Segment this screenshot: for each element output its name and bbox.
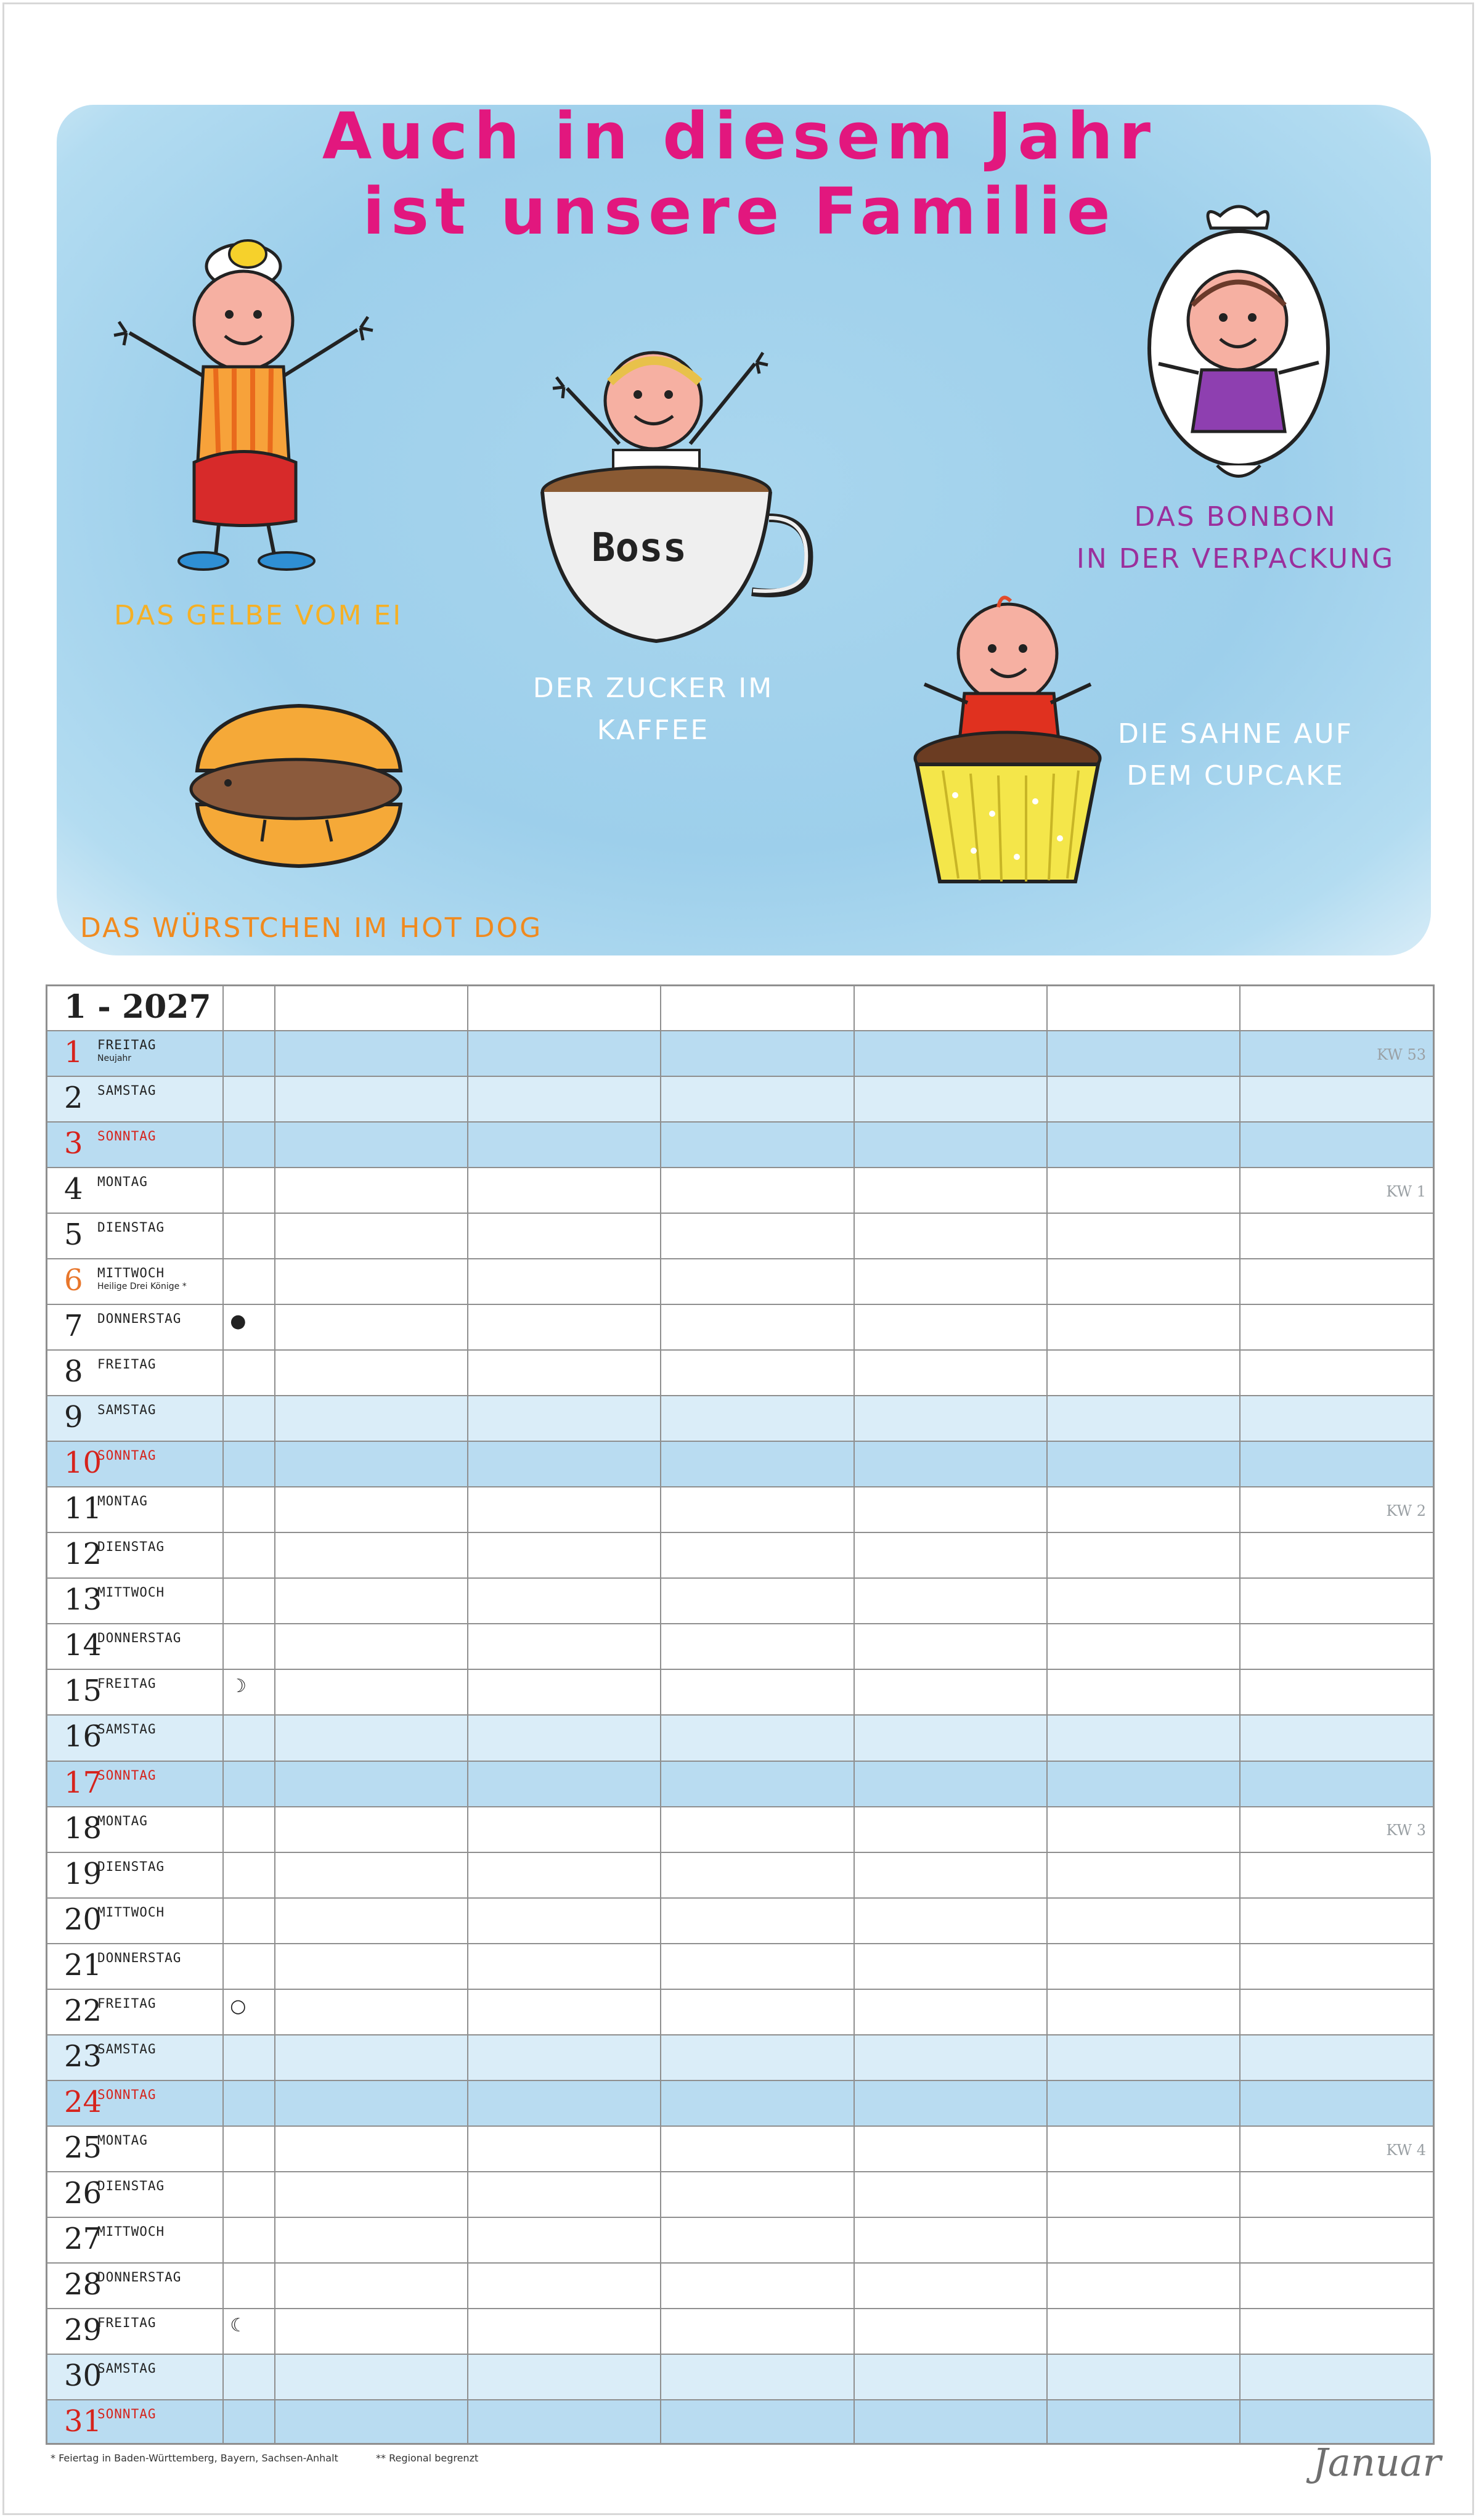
day-number: 29 — [64, 2312, 102, 2347]
day-number: 13 — [64, 1582, 102, 1618]
weekday-name: DONNERSTAG — [97, 1950, 182, 1965]
day-number: 19 — [64, 1856, 102, 1891]
weekday-name: SONNTAG — [97, 1767, 157, 1783]
coffee-cup-figure-illustration — [536, 333, 813, 666]
day-number: 26 — [64, 2175, 102, 2211]
row-divider — [46, 1213, 1435, 1214]
row-divider — [46, 1258, 1435, 1259]
row-divider — [46, 2308, 1435, 2309]
row-divider — [46, 2217, 1435, 2218]
weekday-name: MONTAG — [97, 1813, 148, 1828]
weekday-name: MONTAG — [97, 1174, 148, 1190]
row-divider — [46, 1121, 1435, 1123]
weekday-name: DONNERSTAG — [97, 1311, 182, 1327]
row-divider — [46, 1989, 1435, 1990]
weekday-name: MITTWOCH — [97, 1585, 165, 1600]
day-number: 16 — [64, 1719, 102, 1754]
day-number: 25 — [64, 2130, 102, 2165]
bonbon-figure-illustration — [1140, 197, 1337, 493]
day-number: 12 — [64, 1537, 102, 1572]
day-number: 7 — [64, 1309, 83, 1344]
caption-bonbon — [1069, 496, 1402, 580]
calendar-week-label: KW 53 — [1377, 1045, 1427, 1063]
row-divider — [46, 2034, 1435, 2035]
row-divider — [46, 1577, 1435, 1579]
row-divider — [46, 1304, 1435, 1305]
caption-cupcake-line-2: DEM CUPCAKE — [1127, 760, 1345, 792]
caption-cupcake — [1097, 713, 1374, 797]
day-number: 30 — [64, 2358, 102, 2393]
row-divider — [46, 1076, 1435, 1077]
row-divider — [46, 1714, 1435, 1716]
weekday-name: MITTWOCH — [97, 1266, 165, 1281]
day-number: 8 — [64, 1354, 83, 1389]
day-number: 28 — [64, 2267, 102, 2302]
calendar-week-label: KW 1 — [1386, 1183, 1427, 1200]
calendar-table — [46, 984, 1435, 2445]
footnote-holiday: * Feiertag in Baden-Württemberg, Bayern, Sachsen-Anhalt — [51, 2452, 338, 2464]
day-number: 1 — [64, 1035, 83, 1070]
weekday-name: SONNTAG — [97, 1129, 157, 1144]
footnote-regional: ** Regional begrenzt — [376, 2452, 479, 2464]
cupcake-figure-illustration — [906, 592, 1109, 900]
row-divider — [46, 2262, 1435, 2264]
moon-phase-icon: ● — [230, 1311, 246, 1333]
weekday-name: DONNERSTAG — [97, 2269, 182, 2285]
weekday-name: SAMSTAG — [97, 1083, 157, 1098]
day-number: 5 — [64, 1217, 83, 1253]
weekday-name: SONNTAG — [97, 1448, 157, 1463]
day-number: 31 — [64, 2403, 102, 2439]
row-divider — [46, 1761, 1435, 1762]
day-number: 9 — [64, 1400, 83, 1435]
row-divider — [46, 2354, 1435, 2355]
row-divider — [46, 1806, 1435, 1807]
day-number: 15 — [64, 1674, 102, 1709]
hotdog-illustration — [185, 697, 413, 875]
caption-bonbon-line-1: DAS BONBON — [1134, 501, 1337, 533]
caption-bonbon-line-2: IN DER VERPACKUNG — [1076, 543, 1395, 575]
day-number: 3 — [64, 1126, 83, 1161]
row-divider — [46, 1852, 1435, 1853]
weekday-name: SONNTAG — [97, 2087, 157, 2102]
day-number: 22 — [64, 1993, 102, 2028]
caption-egg: DAS GELBE VOM EI — [114, 600, 403, 631]
moon-phase-icon: ☽ — [230, 1675, 247, 1698]
day-number: 11 — [64, 1491, 102, 1526]
calendar-month-year: 1 - 2027 — [46, 984, 224, 1030]
moon-phase-icon: ☾ — [230, 2314, 247, 2336]
row-divider — [46, 1897, 1435, 1899]
day-number: 2 — [64, 1081, 83, 1116]
row-divider — [46, 1943, 1435, 1944]
row-divider — [46, 1167, 1435, 1168]
caption-coffee — [524, 668, 783, 751]
month-signature: Januar — [1313, 2440, 1441, 2485]
weekday-name: DIENSTAG — [97, 1220, 165, 1235]
row-divider — [46, 1669, 1435, 1670]
day-number: 23 — [64, 2039, 102, 2074]
calendar-week-label: KW 2 — [1386, 1502, 1427, 1520]
weekday-name: DONNERSTAG — [97, 1630, 182, 1646]
day-number: 10 — [64, 1446, 102, 1481]
weekday-name: MITTWOCH — [97, 1904, 165, 1920]
day-number: 17 — [64, 1765, 102, 1800]
row-divider — [46, 1623, 1435, 1624]
caption-hotdog: DAS WÜRSTCHEN IM HOT DOG — [80, 912, 543, 944]
weekday-name: SAMSTAG — [97, 2360, 157, 2376]
weekday-name: FREITAG — [97, 2315, 157, 2330]
day-number: 14 — [64, 1628, 102, 1663]
row-divider — [46, 1532, 1435, 1533]
day-number: 4 — [64, 1172, 83, 1207]
weekday-name: SAMSTAG — [97, 1722, 157, 1737]
weekday-name: SONNTAG — [97, 2406, 157, 2421]
weekday-name: FREITAG — [97, 1037, 157, 1052]
weekday-name: MONTAG — [97, 1494, 148, 1509]
weekday-name: SAMSTAG — [97, 1402, 157, 1418]
weekday-name: DIENSTAG — [97, 1539, 165, 1555]
row-divider — [46, 1486, 1435, 1487]
row-divider — [46, 2399, 1435, 2400]
cup-text: Boss — [592, 525, 687, 571]
weekday-name: DIENSTAG — [97, 2178, 165, 2193]
weekday-name: MITTWOCH — [97, 2223, 165, 2239]
row-divider — [46, 1030, 1435, 1031]
caption-cupcake-line-1: DIE SAHNE AUF — [1118, 718, 1353, 750]
day-number: 6 — [64, 1263, 83, 1298]
day-number: 24 — [64, 2084, 102, 2119]
day-number: 21 — [64, 1947, 102, 1982]
row-divider — [46, 2080, 1435, 2081]
row-divider — [46, 1441, 1435, 1442]
holiday-label: Heilige Drei Könige * — [97, 1282, 187, 1292]
title-line-1: Auch in diesem Jahr — [322, 99, 1157, 174]
row-divider — [46, 1395, 1435, 1396]
calendar-week-label: KW 4 — [1386, 2141, 1427, 2159]
day-number: 27 — [64, 2221, 102, 2256]
weekday-name: MONTAG — [97, 2132, 148, 2148]
weekday-name: DIENSTAG — [97, 1859, 165, 1874]
holiday-label: Neujahr — [97, 1053, 132, 1063]
title-line-2: ist unsere Familie — [362, 174, 1117, 249]
row-divider — [46, 1349, 1435, 1351]
weekday-name: FREITAG — [97, 1357, 157, 1372]
egg-figure-illustration — [111, 228, 388, 573]
weekday-name: FREITAG — [97, 1995, 157, 2011]
day-number: 20 — [64, 1902, 102, 1937]
moon-phase-icon: ○ — [230, 1995, 246, 2017]
caption-coffee-line-1: DER ZUCKER IM — [532, 673, 774, 704]
caption-coffee-line-2: KAFFEE — [597, 714, 710, 747]
calendar-week-label: KW 3 — [1386, 1822, 1427, 1839]
weekday-name: SAMSTAG — [97, 2041, 157, 2056]
row-divider — [46, 2125, 1435, 2127]
row-divider — [46, 2171, 1435, 2172]
day-number: 18 — [64, 1810, 102, 1846]
weekday-name: FREITAG — [97, 1676, 157, 1692]
